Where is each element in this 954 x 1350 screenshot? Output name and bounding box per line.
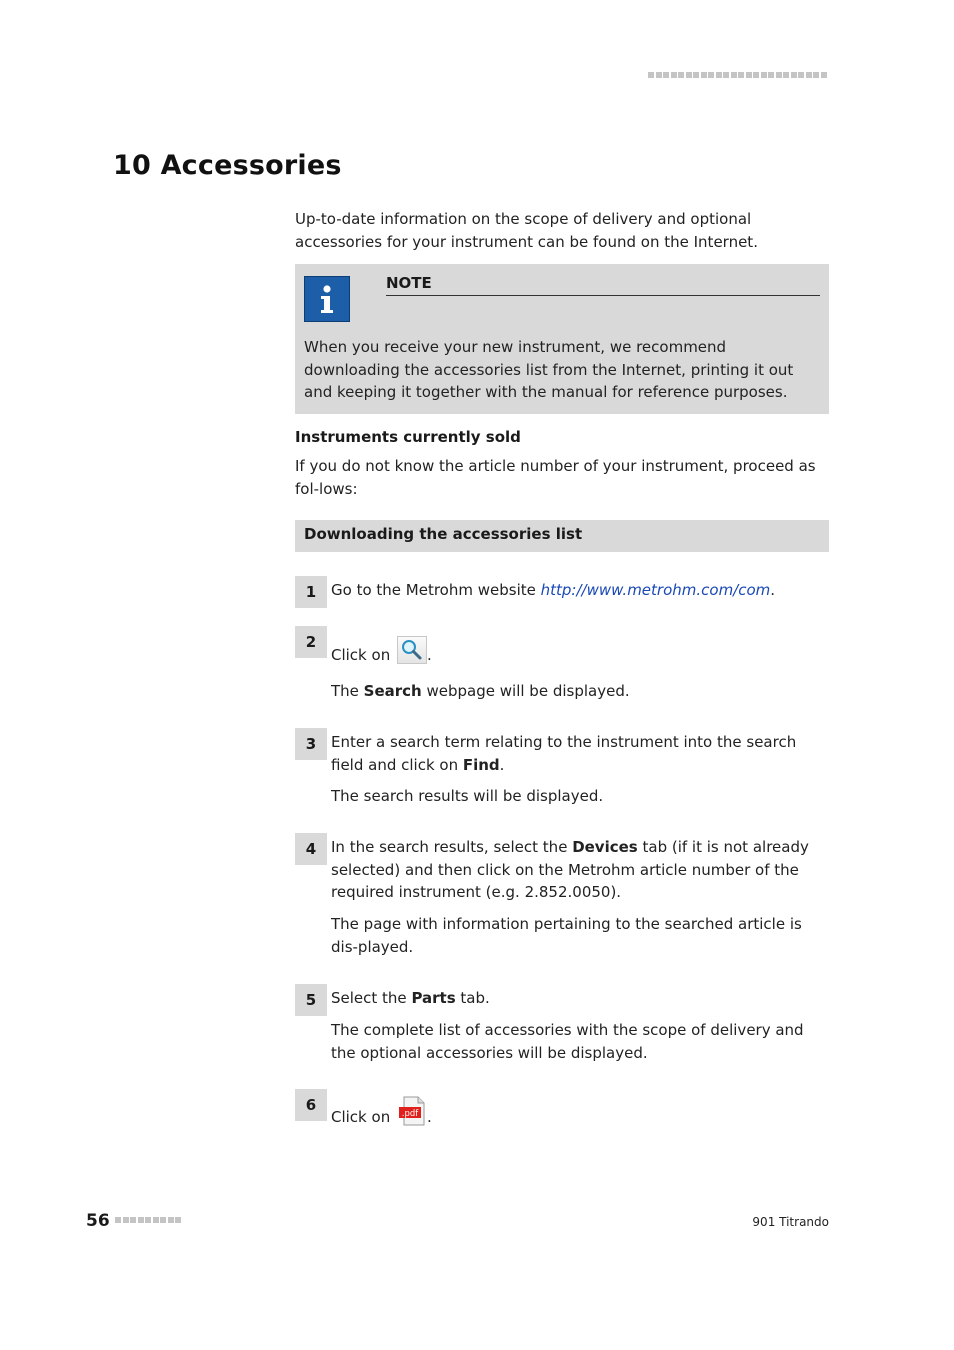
decoration-dot bbox=[723, 72, 729, 78]
search-icon[interactable] bbox=[397, 636, 427, 664]
decoration-dot bbox=[138, 1217, 144, 1223]
note-text: When you receive your new instrument, we recommend downloading the accessories list from the Internet, printing it out and keeping it together with the manual for reference purposes. bbox=[304, 338, 794, 401]
intro-paragraph: Up-to-date information on the scope of delivery and optional accessories for your instrument can be found on the Internet. bbox=[295, 210, 758, 251]
product-name: 901 Titrando bbox=[752, 1215, 829, 1229]
decoration-dot bbox=[791, 72, 797, 78]
step-text-segment: . bbox=[426, 646, 432, 664]
step-number: 2 bbox=[295, 626, 327, 658]
step-text-segment: tab. bbox=[455, 989, 490, 1007]
footer-decoration bbox=[115, 1217, 181, 1223]
section-heading: Instruments currently sold bbox=[295, 428, 521, 446]
decoration-dot bbox=[798, 72, 804, 78]
step-number: 4 bbox=[295, 833, 327, 865]
step-2-result bbox=[331, 680, 821, 703]
decoration-dot bbox=[175, 1217, 181, 1223]
step-3-result: The search results will be displayed. bbox=[331, 787, 604, 805]
decoration-dot bbox=[693, 72, 699, 78]
step-text-segment: webpage will be displayed. bbox=[421, 682, 630, 700]
decoration-dot bbox=[761, 72, 767, 78]
pdf-icon-label: .pdf bbox=[401, 1109, 419, 1119]
decoration-dot bbox=[648, 72, 654, 78]
decoration-dot bbox=[753, 72, 759, 78]
step-text-segment: . bbox=[499, 755, 505, 774]
step-4-result: The page with information pertaining to the searched article is dis-played. bbox=[331, 915, 802, 956]
step-text-segment: Go to the Metrohm website bbox=[331, 581, 541, 599]
decoration-dot bbox=[806, 72, 812, 78]
decoration-dot bbox=[656, 72, 662, 78]
step-text-segment: In the search results, select the bbox=[331, 838, 573, 856]
decoration-dot bbox=[663, 72, 669, 78]
step-text-segment: The bbox=[331, 682, 364, 700]
parts-tab-name: Parts bbox=[411, 989, 456, 1007]
devices-tab-name: Devices bbox=[572, 838, 638, 856]
step-3-text bbox=[331, 731, 821, 776]
step-text-segment: tab (if it is not already selected) and then click on the Metrohm article number of the required instrument (e.g. 2.852.0050). bbox=[331, 838, 809, 901]
step-4-text bbox=[331, 836, 821, 904]
decoration-dot bbox=[153, 1217, 159, 1223]
step-number: 5 bbox=[295, 984, 327, 1016]
step-text-segment: Enter a search term relating to the instrument into the search field and click on bbox=[331, 733, 797, 774]
search-page-name: Search bbox=[363, 682, 422, 700]
step-number: 1 bbox=[295, 576, 327, 608]
decoration-dot bbox=[686, 72, 692, 78]
header-decoration bbox=[648, 72, 829, 80]
decoration-dot bbox=[115, 1217, 121, 1223]
step-1-text bbox=[331, 579, 821, 602]
decoration-dot bbox=[145, 1217, 151, 1223]
decoration-dot bbox=[746, 72, 752, 78]
decoration-dot bbox=[130, 1217, 136, 1223]
decoration-dot bbox=[168, 1217, 174, 1223]
note-box bbox=[295, 264, 829, 414]
decoration-dot bbox=[678, 72, 684, 78]
decoration-dot bbox=[731, 72, 737, 78]
step-2-text bbox=[331, 636, 821, 667]
step-6-text bbox=[331, 1096, 821, 1129]
metrohm-website-link[interactable]: http://www.metrohm.com/com bbox=[540, 581, 771, 599]
decoration-dot bbox=[783, 72, 789, 78]
note-label: NOTE bbox=[386, 274, 820, 296]
step-text-segment: Click on bbox=[331, 646, 395, 664]
step-text-segment: Select the bbox=[331, 989, 412, 1007]
step-number: 6 bbox=[295, 1089, 327, 1121]
decoration-dot bbox=[776, 72, 782, 78]
step-text-segment: Click on bbox=[331, 1108, 395, 1126]
info-icon bbox=[304, 276, 350, 322]
chapter-title: 10 Accessories bbox=[113, 150, 342, 181]
step-5-text bbox=[331, 987, 821, 1010]
step-5-result: The complete list of accessories with the scope of delivery and the optional accessories will be displayed. bbox=[331, 1021, 804, 1062]
decoration-dot bbox=[123, 1217, 129, 1223]
section-text: If you do not know the article number of your instrument, proceed as fol-lows: bbox=[295, 457, 816, 498]
pdf-icon[interactable] bbox=[399, 1096, 427, 1126]
step-text-segment: . bbox=[770, 581, 776, 599]
page-number: 56 bbox=[86, 1211, 110, 1231]
decoration-dot bbox=[671, 72, 677, 78]
decoration-dot bbox=[716, 72, 722, 78]
procedure-title: Downloading the accessories list bbox=[295, 520, 829, 552]
decoration-dot bbox=[813, 72, 819, 78]
find-button-name: Find bbox=[462, 755, 500, 774]
decoration-dot bbox=[701, 72, 707, 78]
step-text-segment: . bbox=[426, 1108, 432, 1126]
decoration-dot bbox=[708, 72, 714, 78]
step-number: 3 bbox=[295, 728, 327, 760]
decoration-dot bbox=[768, 72, 774, 78]
decoration-dot bbox=[821, 72, 827, 78]
decoration-dot bbox=[738, 72, 744, 78]
decoration-dot bbox=[160, 1217, 166, 1223]
